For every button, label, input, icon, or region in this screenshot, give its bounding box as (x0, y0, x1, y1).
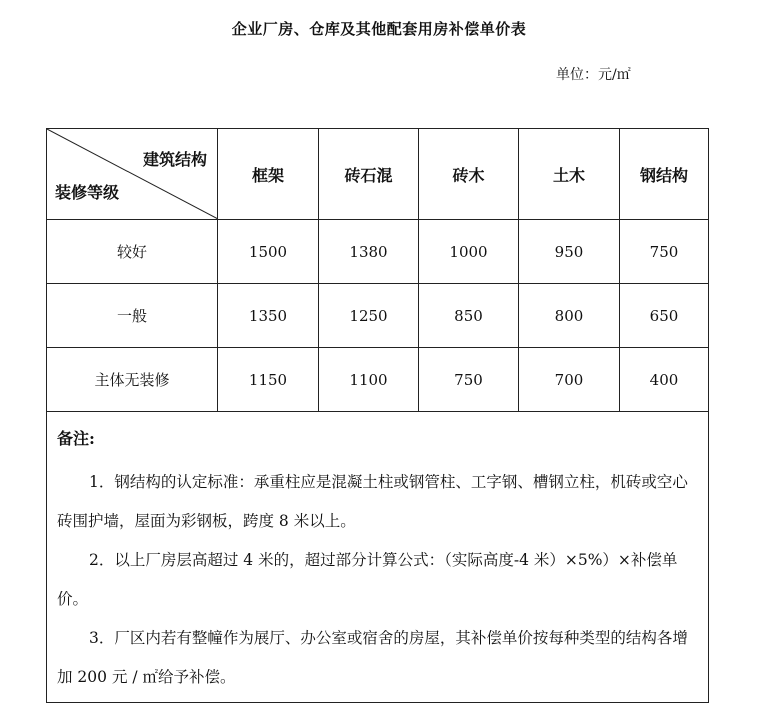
corner-header-cell (47, 129, 218, 220)
price-cell: 850 (419, 284, 519, 348)
price-cell: 700 (519, 348, 620, 412)
price-cell: 650 (620, 284, 709, 348)
price-cell: 400 (620, 348, 709, 412)
compensation-table (46, 128, 709, 703)
column-header: 钢结构 (620, 129, 709, 220)
table-row (47, 284, 709, 348)
price-cell: 1000 (419, 220, 519, 284)
row-label: 主体无装修 (47, 348, 218, 412)
column-header: 土木 (519, 129, 620, 220)
page-title: 企业厂房、仓库及其他配套用房补偿单价表 (231, 20, 527, 38)
note-item: 1．钢结构的认定标准：承重柱应是混凝土柱或钢管柱、工字钢、槽钢立柱，机砖或空心砖围护墙，屋面为彩钢板，跨度 8 米以上。 (57, 473, 688, 530)
column-header: 框架 (218, 129, 319, 220)
decoration-header-label: 装修等级 (55, 183, 120, 202)
column-header: 砖石混 (319, 129, 419, 220)
price-cell: 1350 (218, 284, 319, 348)
note-item: 3．厂区内若有整幢作为展厅、办公室或宿舍的房屋，其补偿单价按每种类型的结构各增加 200 元 / ㎡给予补偿。 (57, 629, 688, 686)
notes-cell (47, 412, 709, 703)
column-header: 砖木 (419, 129, 519, 220)
structure-header-label: 建筑结构 (142, 150, 207, 169)
row-label: 较好 (47, 220, 218, 284)
table-row (47, 348, 709, 412)
price-cell: 1380 (319, 220, 419, 284)
price-cell: 800 (519, 284, 620, 348)
price-cell: 1500 (218, 220, 319, 284)
note-item: 2．以上厂房层高超过 4 米的，超过部分计算公式：（实际高度-4 米）×5%）×补偿单价。 (57, 551, 678, 608)
row-label: 一般 (47, 284, 218, 348)
notes-row (47, 412, 709, 703)
diagonal-divider (47, 129, 217, 219)
table-header-row (47, 129, 709, 220)
price-cell: 750 (620, 220, 709, 284)
price-cell: 1150 (218, 348, 319, 412)
price-cell: 950 (519, 220, 620, 284)
unit-label: 单位：元/㎡ (556, 67, 631, 83)
price-cell: 1100 (319, 348, 419, 412)
price-cell: 1250 (319, 284, 419, 348)
price-cell: 750 (419, 348, 519, 412)
table-row (47, 220, 709, 284)
notes-heading: 备注: (57, 429, 95, 448)
